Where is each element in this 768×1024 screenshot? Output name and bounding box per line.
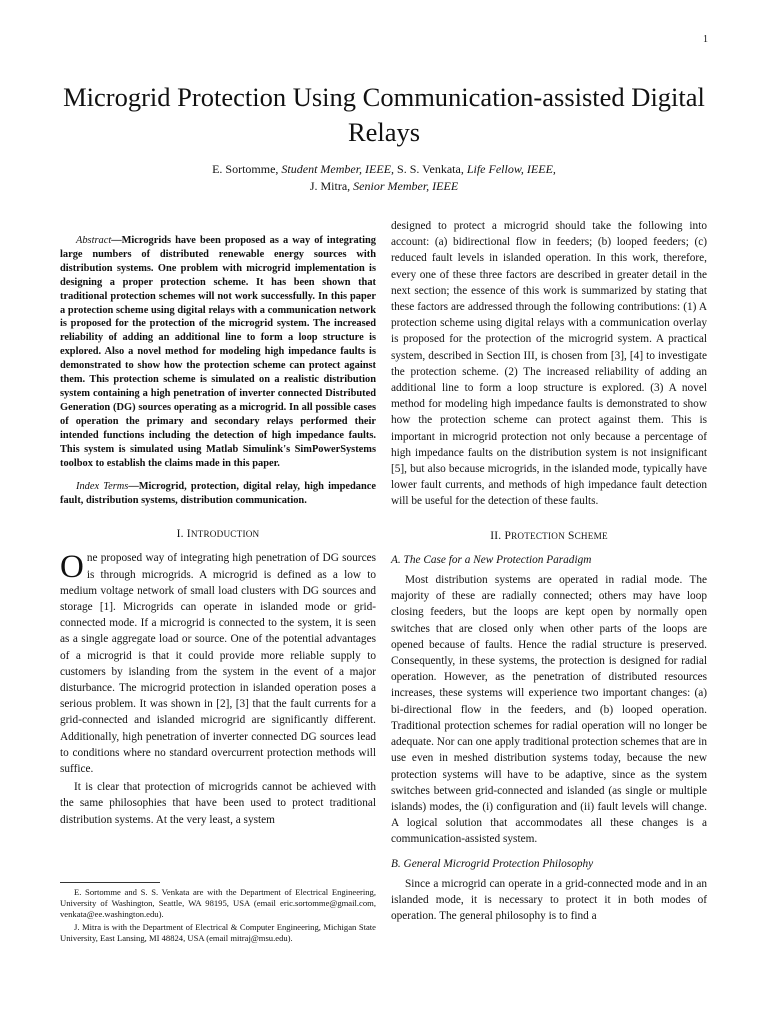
author-affiliation-role: Senior Member, IEEE [353, 179, 459, 193]
section-title-initial: I [186, 528, 191, 541]
right-column [391, 218, 707, 924]
left-column [60, 234, 376, 828]
footnotes [60, 887, 376, 946]
subsection-heading-a: A. The Case for a New Protection Paradigm [391, 553, 592, 566]
section-title-initial: P [504, 529, 512, 542]
paper-title: Microgrid Protection Using Communication-assisted Digital Relays [63, 82, 705, 147]
section-heading-introduction [60, 526, 376, 542]
intro-paragraph-1 [60, 550, 376, 777]
subsection-heading-b: B. General Microgrid Protection Philosophy [391, 857, 594, 870]
footnote-rule [60, 882, 160, 883]
footnote-2: J. Mitra is with the Department of Electrical & Computer Engineering, Michigan State University, East Lansing, MI 48824, USA (email mitraj@msu.edu). [60, 922, 376, 943]
index-terms-label: Index Terms [76, 481, 129, 493]
footnote-1: E. Sortomme and S. S. Venkata are with the Department of Electrical Engineering, University of Washington, Seattle, WA 98195, USA (email eric.sortomme@gmail.com, venkata@ee.washington.edu). [60, 887, 376, 919]
drop-cap: O [60, 549, 84, 586]
section-number: I. [176, 528, 184, 541]
author-block [60, 161, 708, 195]
author-affiliation-role: Life Fellow, IEEE, [466, 162, 556, 176]
author-name: S. S. Venkata, [397, 162, 464, 176]
abstract-text: —Microgrids have been proposed as a way of integrating large numbers of distributed renewable energy sources with distribution systems. One problem with microgrid implementation is designing a proper protection scheme. It has been shown that traditional protection schemes will not work successfully. In this paper a protection scheme using digital relays with a communication network is proposed for the protection of the microgrid system. The increased reliability of adding an additional line to form a loop structure is explored. Also a novel method for modeling high impedance faults is demonstrated to show how the protection scheme can protect against them. This protection scheme is simulated on a realistic distribution system containing a high penetration of inverter connected Distributed Generation (DG) sources operating as a microgrid. In all possible cases of operation the primary and secondary relays performed their intended functions including the detection of high impedance faults. This system is simulated using Matlab Simulink's SimPowerSystems toolbox to establish the claims made in this paper. [60, 235, 376, 469]
section-heading-protection-scheme [391, 528, 707, 544]
intro-paragraph-2: It is clear that protection of microgrids cannot be achieved with the same philosophies that have been used to protect traditional distribution systems. At the very least, a system [60, 781, 376, 826]
author-affiliation-role: Student Member, IEEE, [281, 162, 395, 176]
author-name: E. Sortomme, [212, 162, 279, 176]
index-terms [60, 480, 376, 508]
author-line-1 [60, 161, 708, 178]
section-title-initial: S [568, 529, 575, 542]
abstract-label: Abstract [76, 235, 112, 246]
continued-paragraph: designed to protect a microgrid should take the following into account: (a) bidirectional flow in feeders; (b) looped feeders; (c) reduced fault levels in islanded operation. In this work, therefore, every one of these three factors are described in greater detail in the next section; the essence of this work is summarized by stating that these factors are addressed through the following contributions: (1) A protection scheme using digital relays with a communication overlay is proposed for the protection of the microgrid system. A practical system, described in Section III, is chosen from [3], [4] to investigate the protection scheme. (2) The increased reliability of adding an additional line to form a loop structure is explored. (3) A novel method for modeling high impedance faults is demonstrated to show how the protection scheme can protect against them. This is important in microgrid protection not only because a percentage of high impedance faults on the distribution system is not insignificant [5], but also because microgrids, in the islanded mode, typically have lower fault currents, and methods of high impedance fault detection will be useful for the detection of these faults. [391, 220, 707, 508]
section-title-rest: ROTECTION [511, 530, 565, 541]
subsection-a-paragraph: Most distribution systems are operated in radial mode. The majority of these are radially connected; others may have loop closing feeders, but the loops are kept open by normally open switches that are closed only when other parts of the loops are opened because of faults. Hence the radial structure is preserved. Consequently, in these systems, the protection is designed for radial operation. However, as the penetration of distributed resources increases, these systems will experience two important changes: (a) bi-directional flow in the feeders, and (b) looped operation. Traditional protection schemes for radial operation will no longer be adequate. Nor can one apply traditional protection schemes that are in use even in meshed distribution systems today, because the new protection systems will have to be adaptive, since as the system switches between grid-connected and islanded (as single or multiple islands) modes, the (i) configuration and (ii) fault levels will change. A logical solution that accommodates all these changes is a communication-assisted system. [391, 574, 707, 846]
index-terms-text: —Microgrid, protection, digital relay, high impedance fault, distribution systems, distribution communication. [60, 481, 376, 507]
subsection-b-paragraph: Since a microgrid can operate in a grid-connected mode and in an islanded mode, it is necessary to protect it in both modes of operation. The general philosophy is to find a [391, 877, 707, 923]
abstract [60, 234, 376, 470]
section-title-rest: CHEME [574, 530, 608, 541]
section-title-rest: NTRODUCTION [190, 529, 260, 540]
author-name: J. Mitra, [309, 179, 351, 193]
section-number: II. [490, 529, 502, 542]
paragraph-text: ne proposed way of integrating high penetration of DG sources is through microgrids. A microgrid is defined as a low to medium voltage network of small load clusters with DG sources and storage [1]. Microgrids can operate in islanded mode or grid-connected mode. If a microgrid is connected to the system, it is seen as a single aggregate load or source. One of the potential advantages of a microgrid is that it could provide more reliable supply to customers by islanding from the system in the event of a major disturbance. The microgrid protection in islanded operation poses a serious problem. It was shown in [2], [3] that the fault currents for a grid-connected and islanded microgrid are significantly different. Additionally, high penetration of inverter connected DG sources lead to conditions where no standard overcurrent protection methods will suffice. [60, 552, 376, 776]
page-number: 1 [703, 34, 708, 45]
author-line-2 [60, 178, 708, 195]
